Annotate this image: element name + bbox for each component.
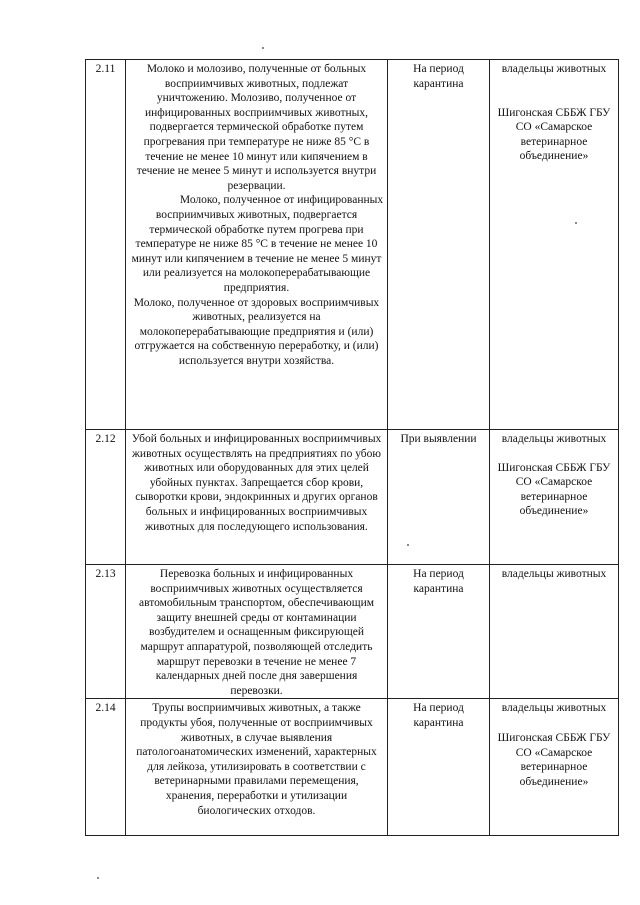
measure-text: [126, 565, 388, 699]
responsible-cell: [490, 60, 619, 430]
period-cell: На период карантина: [388, 699, 490, 836]
row-number: 2.13: [86, 565, 126, 699]
responsible-cell: [490, 430, 619, 565]
measure-paragraph: Трупы восприимчивых животных, а также продукты убоя, полученные от восприимчивых животных, в случае выявления патологоанатомических изменений, характерных для лейкоза, утилизировать в соответствии с ветеринарными правилами перемещения, хранения, переработки и утилизации биологических отходов.: [136, 702, 377, 817]
owners-label: владельцы животных: [501, 63, 607, 75]
scan-speck: [407, 544, 409, 546]
responsible-cell: [490, 699, 619, 836]
row-number: 2.12: [86, 430, 126, 565]
measures-table: [85, 59, 619, 836]
measure-paragraph: Убой больных и инфицированных восприимчивых животных осуществлять на предприятиях по убою животных или оборудованных для этих целей убойных пунктах. Запрещается сбор крови, сыворотки крови, эндокринных и других органов больных и инфицированных восприимчивых животных для последующего использования.: [131, 433, 382, 533]
measure-paragraph: Молоко, полученное от здоровых восприимчивых животных, реализуется на молокоперерабатывающие предприятия и (или) отгружается на собственную переработку, и (или) используется внутри хозяйства.: [133, 296, 380, 367]
period-cell: На период карантина: [388, 60, 490, 430]
owners-label: владельцы животных: [501, 702, 607, 715]
table-row: [86, 565, 619, 699]
row-number: 2.11: [86, 60, 126, 430]
responsible-cell: [490, 565, 619, 699]
measure-text: [126, 699, 388, 836]
scan-speck: [262, 47, 264, 49]
owners-label: владельцы животных: [501, 568, 607, 580]
measure-text: [126, 60, 388, 430]
table-row: [86, 430, 619, 565]
organization-label: Шигонская СББЖ ГБУ СО «Самарское ветеринарное объединение»: [497, 461, 611, 518]
period-cell: При выявлении: [388, 430, 490, 565]
measure-text: [126, 430, 388, 565]
measure-paragraph: Молоко и молозиво, полученные от больных восприимчивых животных, подлежат уничтожению. Молозиво, полученное от инфицированных восприимчивых животных, подвергается термической обработке путем прогревания при температуре не ниже 85 °С в течение не менее 10 минут или кипячением в течение не менее 5 минут и используется внутри резервации.: [136, 63, 377, 192]
organization-label: Шигонская СББЖ ГБУ СО «Самарское ветеринарное объединение»: [497, 106, 611, 163]
row-number: 2.14: [86, 699, 126, 836]
organization-label: Шигонская СББЖ ГБУ СО «Самарское ветеринарное объединение»: [497, 731, 611, 788]
owners-label: владельцы животных: [501, 433, 607, 445]
measure-paragraph: Молоко, полученное от инфицированных восприимчивых животных, подвергается термической обработке путем прогрева при температуре не ниже 85 °С в течение не менее 10 минут или кипячением в течение не менее 5 минут или реализуется на молокоперерабатывающие предприятия.: [131, 194, 384, 294]
measure-paragraph: Перевозка больных и инфицированных восприимчивых животных осуществляется автомобильным транспортом, обеспечивающим защиту внешней среды от контаминации возбудителем и оснащенным фиксирующей маршрут аппаратурой, позволяющей отследить маршрут перевозки в течение не менее 7 календарных дней после дня завершения перевозки.: [138, 568, 375, 697]
table-row: [86, 699, 619, 836]
scan-speck: [97, 877, 99, 879]
period-cell: На период карантина: [388, 565, 490, 699]
table-row: [86, 60, 619, 430]
scan-speck: [575, 222, 577, 224]
